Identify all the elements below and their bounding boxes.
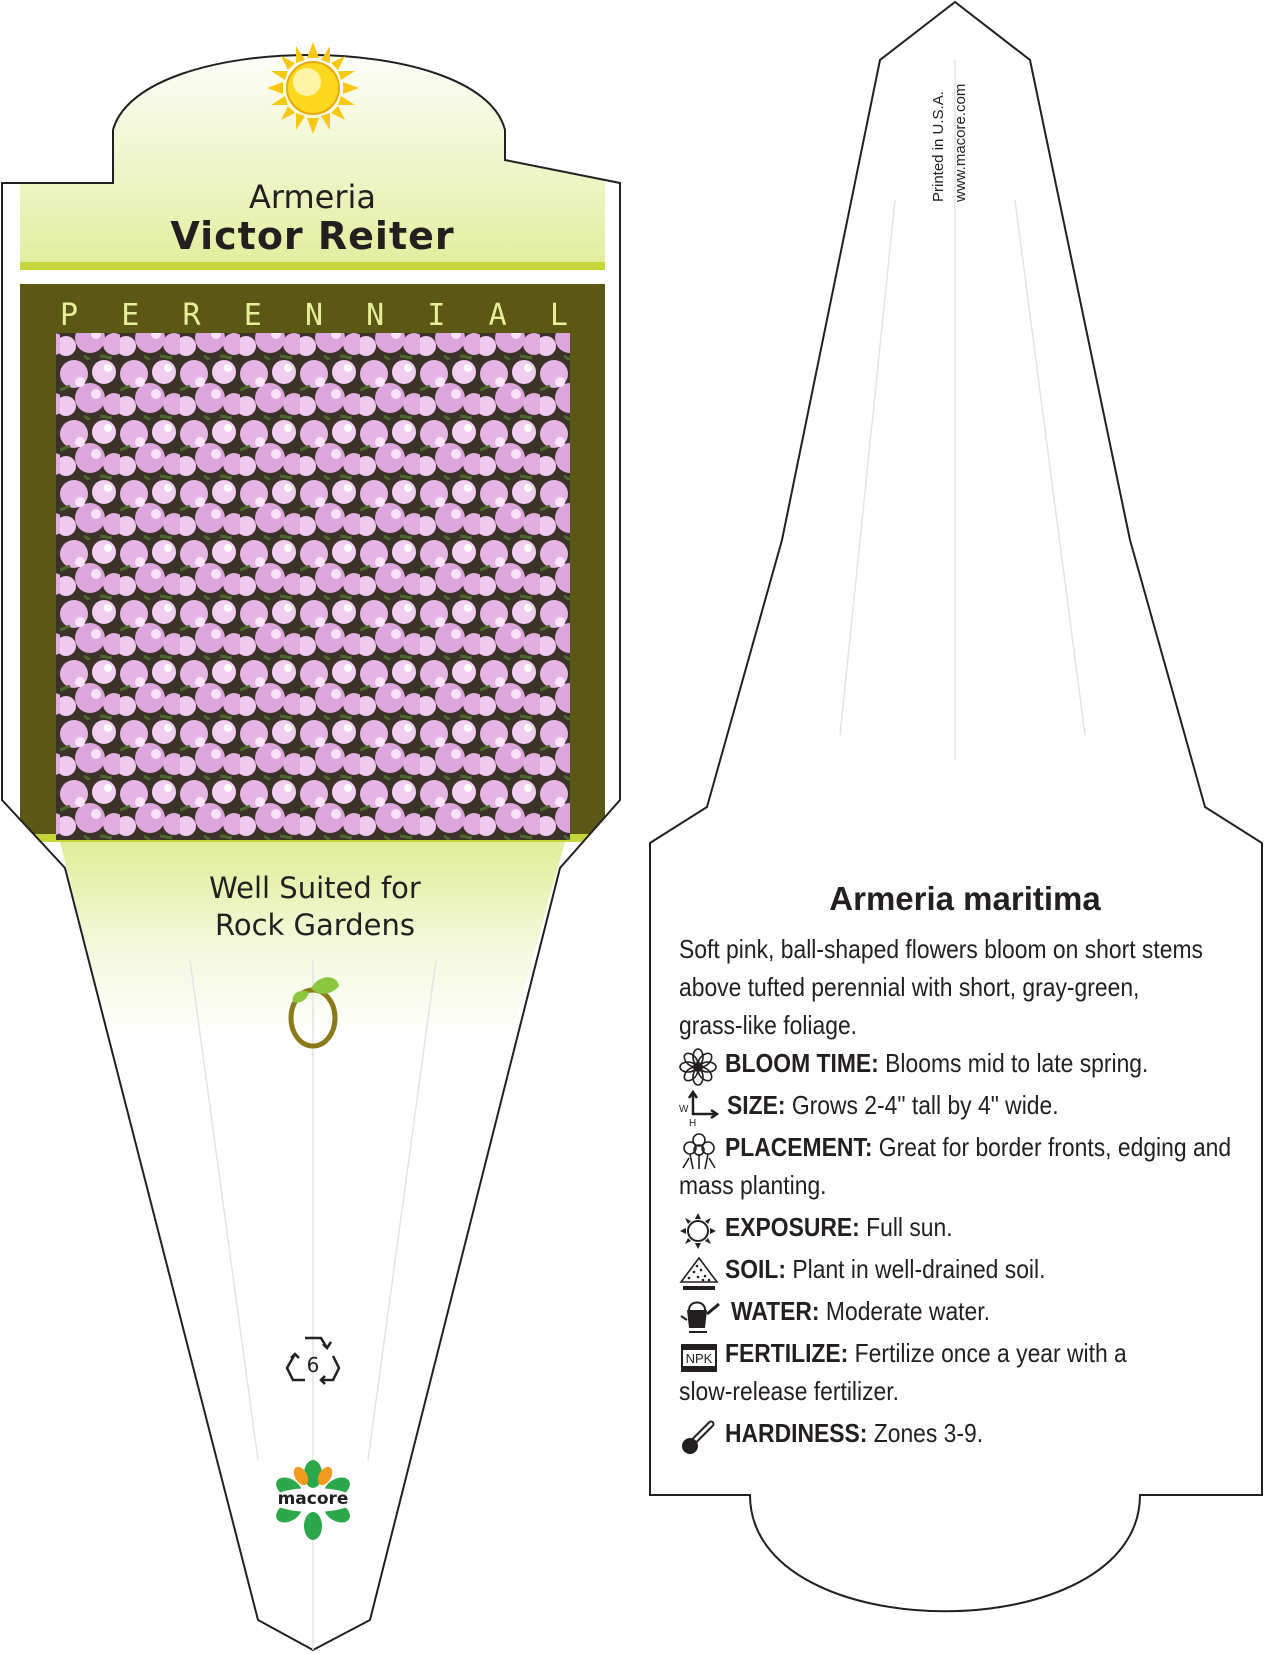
recycle-number: 6 bbox=[306, 1353, 320, 1377]
category-letter: N bbox=[304, 298, 323, 333]
flower-photo bbox=[56, 333, 570, 840]
attr-water: WATER: Moderate water. bbox=[679, 1292, 1025, 1330]
species-name: Armeria maritima bbox=[829, 880, 1101, 917]
watering-can-icon bbox=[679, 1296, 721, 1334]
category-letter: I bbox=[427, 298, 446, 333]
sun-icon bbox=[679, 1212, 717, 1250]
category-letter: P bbox=[60, 298, 79, 333]
category-label bbox=[24, 298, 604, 333]
attr-size: W H SIZE: Grows 2-4" tall by 4" wide. bbox=[679, 1090, 1059, 1128]
category-letter: A bbox=[488, 298, 507, 333]
category-letter: L bbox=[549, 298, 568, 333]
description: Soft pink, ball-shaped flowers bloom on short stems above tufted perennial with short, gray-green, grass-like foliage. bbox=[679, 934, 1203, 1040]
soil-icon bbox=[679, 1254, 719, 1292]
attr-placement: PLACEMENT: Great for border fronts, edging and bbox=[679, 1128, 1277, 1166]
svg-text:NPK: NPK bbox=[685, 1351, 713, 1366]
svg-text:W: W bbox=[679, 1104, 689, 1115]
category-letter: R bbox=[182, 298, 201, 333]
printed-info: Printed in U.S.A. www.macore.com bbox=[930, 83, 969, 202]
thermometer-icon bbox=[679, 1418, 719, 1456]
category-letter: N bbox=[366, 298, 385, 333]
attr-bloom-time: BLOOM TIME: Blooms mid to late spring. bbox=[679, 1044, 1206, 1082]
svg-text:H: H bbox=[689, 1118, 697, 1128]
attr-fertilize-cont: slow-release fertilizer. bbox=[679, 1376, 899, 1406]
attr-hardiness: HARDINESS: Zones 3-9. bbox=[679, 1414, 1018, 1452]
npk-icon bbox=[679, 1338, 719, 1376]
cultivar-name: Victor Reiter bbox=[170, 214, 455, 258]
placement-icon bbox=[679, 1132, 719, 1170]
feature-text: Well Suited for Rock Gardens bbox=[209, 871, 421, 942]
size-icon bbox=[679, 1090, 719, 1128]
flower-icon bbox=[679, 1048, 717, 1086]
attr-soil: SOIL: Plant in well-drained soil. bbox=[679, 1250, 1089, 1288]
category-letter: E bbox=[121, 298, 140, 333]
attr-exposure: EXPOSURE: Full sun. bbox=[679, 1208, 984, 1246]
attr-placement-cont: mass planting. bbox=[679, 1170, 827, 1200]
attr-fertilize: NPK FERTILIZE: Fertilize once a year with a bbox=[679, 1334, 1182, 1372]
brand-name: macore bbox=[277, 1489, 349, 1509]
category-letter: E bbox=[243, 298, 262, 333]
genus-name: Armeria bbox=[249, 178, 376, 216]
